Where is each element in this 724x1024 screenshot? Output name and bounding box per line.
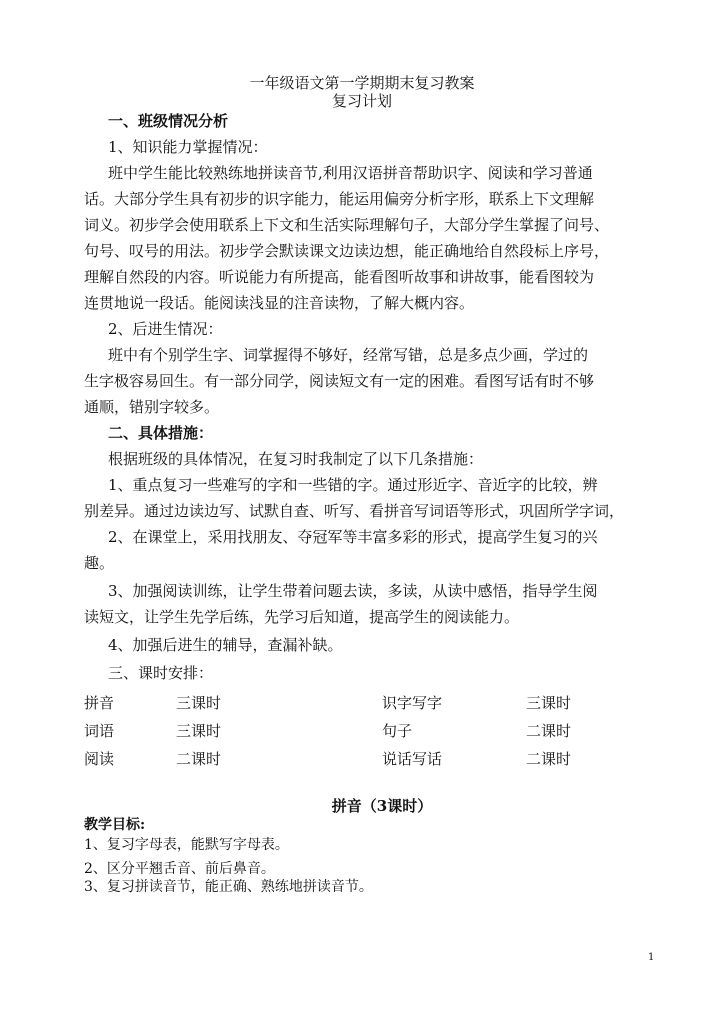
schedule-cell: 句子: [382, 722, 413, 740]
paragraph-line: 班中有个别学生字、词掌握得不够好，经常写错，总是多点少画，学过的: [108, 346, 589, 364]
doc-title: 一年级语文第一学期期末复习教案: [249, 74, 475, 92]
goal-item: 3、复习拼读音节，能正确、熟练地拼读音节。: [84, 879, 373, 895]
measure-2-line: 趣。: [84, 554, 115, 572]
schedule-cell: 二课时: [526, 750, 572, 768]
section-3-heading: 三、课时安排：: [108, 664, 214, 682]
schedule-cell: 二课时: [176, 750, 222, 768]
paragraph-line: 连贯地说一段话。能阅读浅显的注音读物，了解大概内容。: [84, 294, 475, 312]
measure-3-line: 3、加强阅读训练，让学生带着问题去读，多读，从读中感悟，指导学生阅: [108, 582, 598, 600]
pinyin-heading: 拼音（3课时）: [331, 797, 433, 815]
schedule-cell: 拼音: [84, 694, 115, 712]
schedule-cell: 说话写话: [382, 750, 443, 768]
doc-subtitle: 复习计划: [331, 92, 392, 110]
schedule-cell: 三课时: [176, 694, 222, 712]
measure-1-line: 别差异。通过边读边写、试默自查、听写、看拼音写词语等形式，巩固所学字词，: [84, 502, 625, 520]
schedule-cell: 词语: [84, 722, 115, 740]
measure-3-line: 读短文，让学生先学后练，先学习后知道，提高学生的阅读能力。: [84, 608, 520, 626]
paragraph-line: 班中学生能比较熟练地拼读音节,利用汉语拼音帮助识字、阅读和学习普通: [108, 164, 593, 182]
section-2-heading: 二、具体措施：: [108, 424, 214, 442]
schedule-cell: 三课时: [176, 722, 222, 740]
section-1-heading: 一、班级情况分析: [108, 112, 229, 130]
schedule-cell: 二课时: [526, 722, 572, 740]
goals-label: 教学目标:: [84, 817, 146, 833]
schedule-cell: 识字写字: [382, 694, 443, 712]
paragraph-line: 话。大部分学生具有初步的识字能力，能运用偏旁分析字形，联系上下文理解: [84, 190, 595, 208]
paragraph-line: 句号、叹号的用法。初步学会默读课文边读边想，能正确地给自然段标上序号，: [84, 242, 610, 260]
measure-1-line: 1、重点复习一些难写的字和一些错的字。通过形近字、音近字的比较，辨: [108, 476, 598, 494]
measure-4-line: 4、加强后进生的辅导，查漏补缺。: [108, 636, 343, 654]
paragraph-line: 生字极容易回生。有一部分同学，阅读短文有一定的困难。看图写话有时不够: [84, 372, 595, 390]
paragraph-line: 通顺，错别字较多。: [84, 398, 220, 416]
goal-item: 1、复习字母表，能默写字母表。: [84, 837, 289, 853]
section-1-item-2: 2、后进生情况：: [108, 320, 223, 338]
paragraph-line: 理解自然段的内容。听说能力有所提高，能看图听故事和讲故事，能看图较为: [84, 268, 595, 286]
schedule-cell: 三课时: [526, 694, 572, 712]
paragraph-line: 根据班级的具体情况，在复习时我制定了以下几条措施：: [108, 450, 484, 468]
page-number: 1: [648, 952, 655, 963]
section-1-item-1: 1、知识能力掌握情况：: [108, 138, 268, 156]
goal-item: 2、区分平翘舌音、前后鼻音。: [84, 861, 275, 877]
measure-2-line: 2、在课堂上，采用找朋友、夺冠军等丰富多彩的形式，提高学生复习的兴: [108, 528, 598, 546]
schedule-cell: 阅读: [84, 750, 115, 768]
paragraph-line: 词义。初步学会使用联系上下文和生活实际理解句子，大部分学生掌握了问号、: [84, 216, 610, 234]
